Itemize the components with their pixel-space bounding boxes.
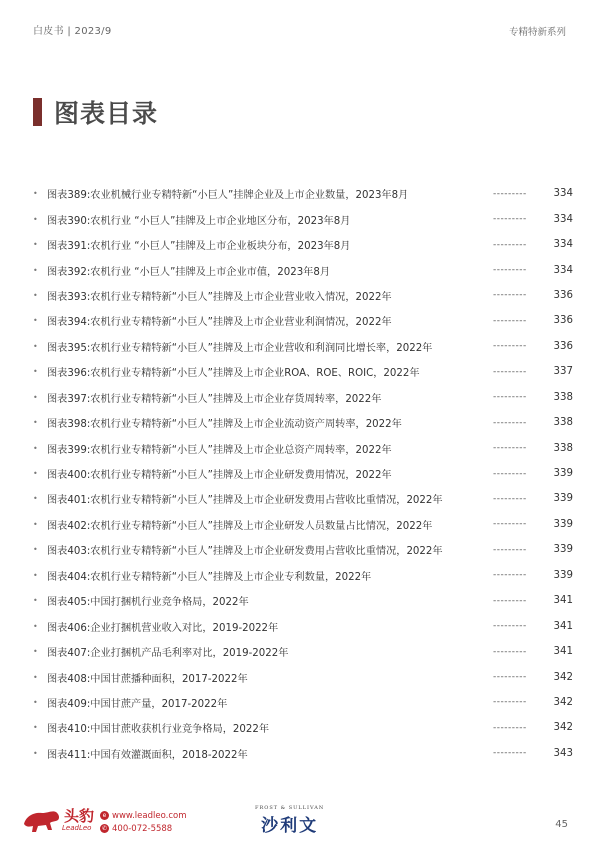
bullet-icon: • [33, 494, 38, 504]
figure-label: 图表405: [47, 597, 91, 609]
partner-name-cn: 沙利文 [261, 816, 319, 836]
figure-label: 图表411: [47, 749, 91, 761]
toc-entry[interactable] [33, 257, 573, 282]
bullet-icon: • [33, 621, 38, 631]
header-report-info: 白皮书 | 2023/9 [33, 26, 112, 37]
leader-dots: --------- [493, 748, 527, 759]
figure-label: 图表395: [47, 342, 91, 354]
toc-entry[interactable] [33, 334, 573, 359]
toc-entry[interactable] [33, 410, 573, 435]
page-ref: 338 [553, 391, 573, 403]
figure-title: 农机行业专精特新“小巨人”挂牌及上市企业总资产周转率，2022年 [90, 444, 392, 456]
leader-dots: --------- [493, 341, 527, 352]
figure-title: 中国甘蔗播种面积，2017-2022年 [90, 673, 248, 685]
leader-dots: --------- [493, 697, 527, 708]
figure-title: 农机行业专精特新“小巨人”挂牌及上市企业存货周转率，2022年 [90, 393, 382, 405]
brand-name-en: LeadLeo [62, 823, 92, 832]
figure-label: 图表396: [47, 368, 91, 380]
figure-title: 农机行业专精特新“小巨人”挂牌及上市企业流动资产周转率，2022年 [90, 419, 402, 431]
figure-label: 图表400: [47, 470, 91, 482]
toc-entry[interactable] [33, 690, 573, 715]
leader-dots: --------- [493, 544, 527, 555]
page-title: 图表目录 [54, 99, 159, 128]
section-title [33, 97, 158, 127]
figure-title: 农机行业专精特新“小巨人”挂牌及上市企业ROA、ROE、ROIC，2022年 [90, 368, 420, 380]
partner-name-en: FROST & SULLIVAN [255, 805, 325, 811]
figure-title: 农机行业 “小巨人”挂牌及上市企业板块分布，2023年8月 [90, 241, 351, 253]
leader-dots: --------- [493, 621, 527, 632]
page-ref: 336 [553, 315, 573, 327]
figure-title: 农机行业 “小巨人”挂牌及上市企业市值，2023年8月 [90, 266, 331, 278]
brand-name-cn: 头豹 [64, 806, 95, 825]
website-link[interactable]: www.leadleo.com [112, 811, 187, 821]
bullet-icon: • [33, 748, 38, 758]
bullet-icon: • [33, 443, 38, 453]
toc-entry[interactable] [33, 283, 573, 308]
figure-label: 图表393: [47, 291, 91, 303]
bullet-icon: • [33, 392, 38, 402]
page-ref: 341 [553, 595, 573, 607]
figure-title: 农机行业 “小巨人”挂牌及上市企业地区分布，2023年8月 [90, 215, 351, 227]
bullet-icon: • [33, 341, 38, 351]
page-ref: 337 [553, 366, 573, 378]
page-ref: 334 [553, 264, 573, 276]
leader-dots: --------- [493, 570, 527, 581]
page-ref: 336 [553, 340, 573, 352]
figure-label: 图表409: [47, 698, 91, 710]
figure-title: 中国甘蔗收获机行业竞争格局，2022年 [90, 724, 270, 736]
leader-dots: --------- [493, 214, 527, 225]
figure-label: 图表391: [47, 241, 91, 253]
leader-dots: --------- [493, 417, 527, 428]
page-ref: 339 [553, 569, 573, 581]
figure-title: 企业打捆机产品毛利率对比，2019-2022年 [90, 648, 289, 660]
figure-label: 图表404: [47, 571, 91, 583]
bullet-icon: • [33, 469, 38, 479]
toc-entry[interactable] [33, 435, 573, 460]
figure-label: 图表394: [47, 317, 91, 329]
toc-entry[interactable] [33, 385, 573, 410]
bullet-icon: • [33, 189, 38, 199]
phone-icon: ✆ [101, 825, 108, 832]
toc-entry[interactable] [33, 206, 573, 231]
bullet-icon: • [33, 214, 38, 224]
page-number: 45 [555, 819, 568, 830]
figure-label: 图表397: [47, 393, 91, 405]
frost-sullivan-logo [255, 805, 324, 836]
page-ref: 338 [553, 442, 573, 454]
bullet-icon: • [33, 367, 38, 377]
leader-dots: --------- [493, 595, 527, 606]
toc-entry[interactable] [33, 512, 573, 537]
leader-dots: --------- [493, 468, 527, 479]
bullet-icon: • [33, 290, 38, 300]
bullet-icon: • [33, 647, 38, 657]
leader-dots: --------- [493, 315, 527, 326]
figure-label: 图表399: [47, 444, 91, 456]
bullet-icon: • [33, 316, 38, 326]
figure-title: 农机行业专精特新“小巨人”挂牌及上市企业研发人员数量占比情况，2022年 [90, 520, 433, 532]
page-ref: 334 [553, 239, 573, 251]
figure-title: 农机行业专精特新“小巨人”挂牌及上市企业研发费用占营收比重情况，2022年 [90, 546, 443, 558]
leader-dots: --------- [493, 366, 527, 377]
page-ref: 342 [553, 671, 573, 683]
leader-dots: --------- [493, 188, 527, 199]
toc-entry[interactable] [33, 537, 573, 562]
bullet-icon: • [33, 596, 38, 606]
bullet-icon: • [33, 545, 38, 555]
leader-dots: --------- [493, 392, 527, 403]
figure-title: 企业打捆机营业收入对比，2019-2022年 [90, 622, 279, 634]
leopard-icon [22, 806, 62, 834]
figure-label: 图表407: [47, 648, 91, 660]
bullet-icon: • [33, 570, 38, 580]
page-ref: 342 [553, 722, 573, 734]
leadleo-logo [22, 806, 94, 834]
toc-entry[interactable] [33, 741, 573, 766]
page-ref: 339 [553, 518, 573, 530]
figure-title: 农机行业专精特新“小巨人”挂牌及上市企业研发费用情况，2022年 [90, 470, 392, 482]
bullet-icon: • [33, 723, 38, 733]
globe-icon: e [100, 811, 109, 820]
leader-dots: --------- [493, 646, 527, 657]
header-series-name: 专精特新系列 [508, 27, 566, 38]
figure-title: 农机行业专精特新“小巨人”挂牌及上市企业营业收入情况，2022年 [90, 291, 392, 303]
toc-entry[interactable] [33, 461, 573, 486]
leader-dots: --------- [493, 672, 527, 683]
figure-label: 图表401: [47, 495, 91, 507]
toc-entry[interactable] [33, 486, 573, 511]
bullet-icon: • [33, 519, 38, 529]
toc-entry[interactable] [33, 588, 573, 613]
figure-list [33, 181, 573, 766]
leader-dots: --------- [493, 519, 527, 530]
figure-label: 图表408: [47, 673, 91, 685]
bullet-icon: • [33, 240, 38, 250]
figure-title: 中国有效灌溉面积，2018-2022年 [90, 749, 248, 761]
leader-dots: --------- [493, 493, 527, 504]
figure-label: 图表402: [47, 520, 91, 532]
page-ref: 334 [553, 213, 573, 225]
figure-title: 中国甘蔗产量，2017-2022年 [90, 698, 228, 710]
figure-title: 农机行业专精特新“小巨人”挂牌及上市企业研发费用占营收比重情况，2022年 [90, 495, 443, 507]
figure-title: 中国打捆机行业竞争格局，2022年 [90, 597, 249, 609]
figure-title: 农业机械行业专精特新“小巨人”挂牌企业及上市企业数量，2023年8月 [90, 190, 409, 202]
figure-label: 图表392: [47, 266, 91, 278]
page-ref: 338 [553, 417, 573, 429]
bullet-icon: • [33, 418, 38, 428]
figure-label: 图表390: [47, 215, 91, 227]
title-accent-bar [33, 98, 42, 126]
phone-number: 400-072-5588 [112, 824, 173, 834]
toc-entry[interactable] [33, 613, 573, 638]
toc-entry[interactable] [33, 715, 573, 740]
leader-dots: --------- [493, 722, 527, 733]
figure-label: 图表398: [47, 419, 91, 431]
leader-dots: --------- [493, 443, 527, 454]
toc-entry[interactable] [33, 639, 573, 664]
figure-title: 农机行业专精特新“小巨人”挂牌及上市企业营收和利润同比增长率，2022年 [90, 342, 433, 354]
page-ref: 341 [553, 620, 573, 632]
leader-dots: --------- [493, 239, 527, 250]
page-ref: 339 [553, 493, 573, 505]
figure-label: 图表403: [47, 546, 91, 558]
page-ref: 339 [553, 468, 573, 480]
bullet-icon: • [33, 697, 38, 707]
figure-label: 图表406: [47, 622, 91, 634]
leader-dots: --------- [493, 265, 527, 276]
page-ref: 339 [553, 544, 573, 556]
page-ref: 342 [553, 696, 573, 708]
figure-title: 农机行业专精特新“小巨人”挂牌及上市企业专利数量，2022年 [90, 571, 372, 583]
toc-entry[interactable] [33, 359, 573, 384]
toc-entry[interactable] [33, 181, 573, 206]
toc-entry[interactable] [33, 308, 573, 333]
page-ref: 334 [553, 188, 573, 200]
figure-title: 农机行业专精特新“小巨人”挂牌及上市企业营业利润情况，2022年 [90, 317, 392, 329]
contact-info [100, 810, 186, 836]
page-ref: 343 [553, 747, 573, 759]
bullet-icon: • [33, 672, 38, 682]
page-ref: 336 [553, 289, 573, 301]
toc-entry[interactable] [33, 563, 573, 588]
figure-label: 图表389: [47, 190, 91, 202]
toc-entry[interactable] [33, 664, 573, 689]
leader-dots: --------- [493, 290, 527, 301]
figure-label: 图表410: [47, 724, 91, 736]
page-ref: 341 [553, 646, 573, 658]
bullet-icon: • [33, 265, 38, 275]
toc-entry[interactable] [33, 232, 573, 257]
